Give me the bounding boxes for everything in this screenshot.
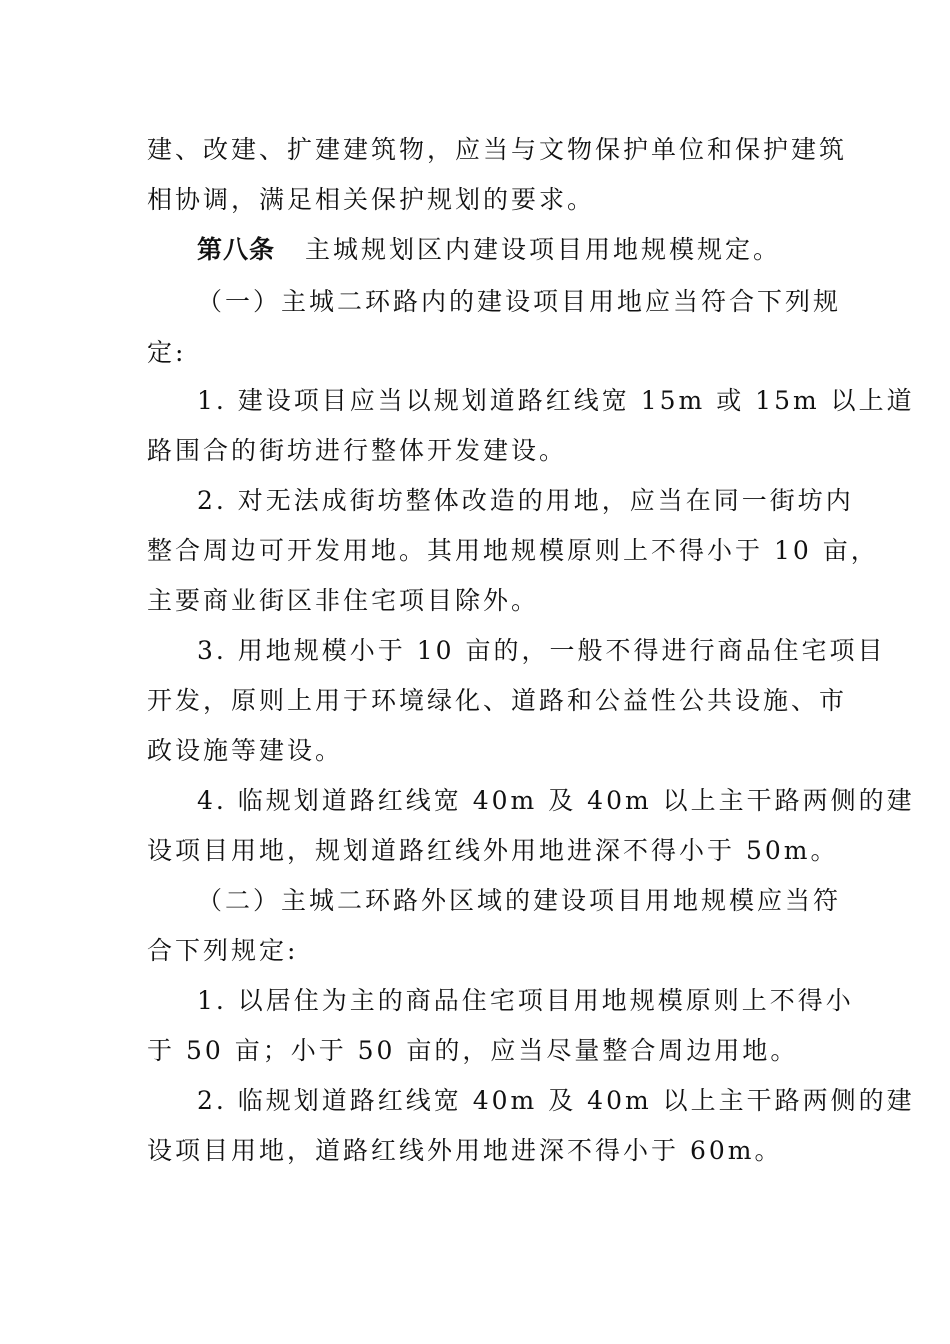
text-line: 整合周边可开发用地。其用地规模原则上不得小于 10 亩， — [147, 536, 879, 565]
text-line: （二）主城二环路外区域的建设项目用地规模应当符 — [197, 886, 842, 915]
text-line: 相协调，满足相关保护规划的要求。 — [147, 185, 596, 214]
text-line: 2. 对无法成街坊整体改造的用地，应当在同一街坊内 — [197, 486, 854, 515]
text-line: 路围合的街坊进行整体开发建设。 — [147, 436, 568, 465]
text-line: 主要商业街区非住宅项目除外。 — [147, 586, 540, 615]
text-line: 2. 临规划道路红线宽 40m 及 40m 以上主干路两侧的建 — [197, 1086, 915, 1115]
article-title: 主城规划区内建设项目用地规模规定。 — [305, 235, 782, 264]
text-line: 政设施等建设。 — [147, 736, 344, 765]
text-line: 定: — [147, 338, 187, 367]
text-line: 1. 以居住为主的商品住宅项目用地规模原则上不得小 — [197, 986, 854, 1015]
text-line: 建、改建、扩建建筑物，应当与文物保护单位和保护建筑 — [147, 135, 848, 164]
text-line: 于 50 亩；小于 50 亩的，应当尽量整合周边用地。 — [147, 1036, 799, 1065]
text-line: 3. 用地规模小于 10 亩的，一般不得进行商品住宅项目 — [197, 636, 886, 665]
text-line: 设项目用地，道路红线外用地进深不得小于 60m。 — [147, 1136, 783, 1165]
text-line: 开发，原则上用于环境绿化、道路和公益性公共设施、市 — [147, 686, 848, 715]
article-line — [197, 233, 781, 267]
text-line: 1. 建设项目应当以规划道路红线宽 15m 或 15m 以上道 — [197, 386, 915, 415]
text-line: （一）主城二环路内的建设项目用地应当符合下列规 — [197, 287, 842, 316]
text-line: 4. 临规划道路红线宽 40m 及 40m 以上主干路两侧的建 — [197, 786, 915, 815]
article-label: 第八条 — [197, 235, 276, 264]
text-line: 合下列规定: — [147, 936, 299, 965]
text-line: 设项目用地，规划道路红线外用地进深不得小于 50m。 — [147, 836, 839, 865]
